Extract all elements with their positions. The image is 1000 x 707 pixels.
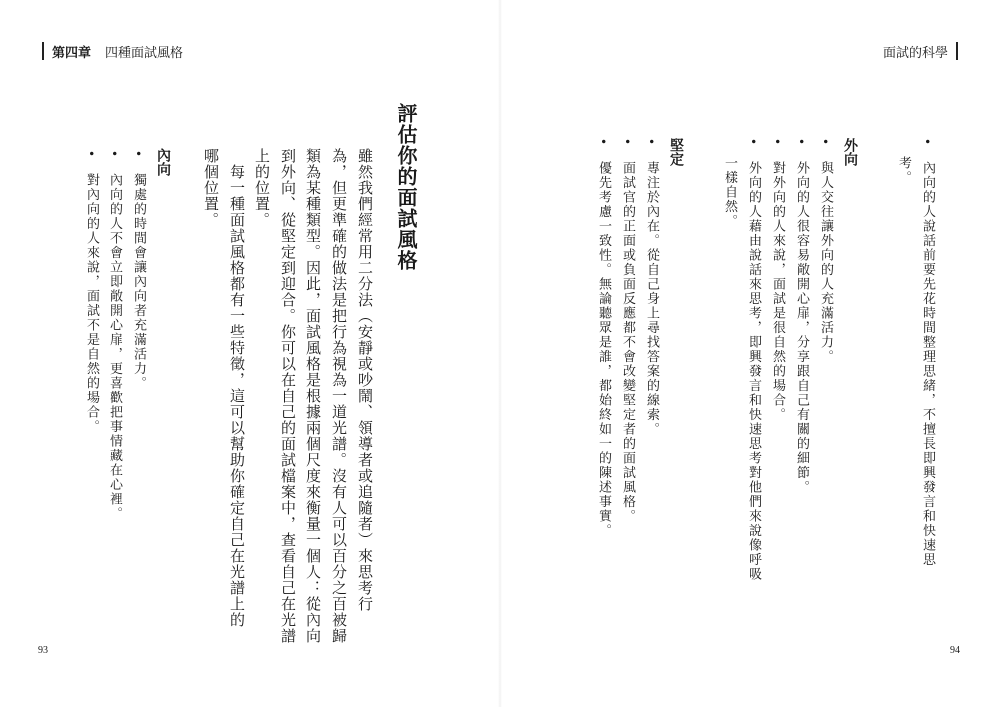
bullet-icon: • bbox=[746, 138, 760, 147]
bullet-icon: • bbox=[794, 138, 808, 147]
paragraph-line: 類為某種類型。因此，面試風格是根據兩個尺度來衡量一個人：從內向 bbox=[304, 148, 322, 644]
bullet-icon: • bbox=[620, 138, 634, 147]
bullet-text: 獨處的時間會讓內向者充滿活力。 bbox=[131, 173, 146, 391]
list-item bbox=[792, 138, 810, 495]
paragraph-line: 到外向、從堅定到迎合。你可以在自己的面試檔案中，查看自己在光譜 bbox=[279, 148, 297, 644]
bullet-text: 面試官的正面或負面反應都不會改變堅定者的面試風格。 bbox=[620, 161, 635, 524]
list-item bbox=[744, 138, 762, 582]
bullet-icon: • bbox=[818, 138, 832, 147]
chapter-title: 四種面試風格 bbox=[105, 45, 184, 61]
section-title: 評估你的面試風格 bbox=[394, 103, 418, 271]
bullet-icon: • bbox=[644, 138, 658, 147]
extrovert-heading: 外向 bbox=[842, 138, 858, 166]
page-number-right: 94 bbox=[950, 645, 960, 656]
list-item bbox=[105, 150, 123, 521]
chapter-number: 第四章 bbox=[52, 45, 92, 61]
bullet-continuation: 考。 bbox=[896, 156, 911, 185]
header-rule bbox=[956, 42, 958, 60]
bullet-text: 與人交往讓外向的人充滿活力。 bbox=[818, 161, 833, 365]
bullet-text: 外向的人藉由說話來思考，即興發言和快速思考對他們來說像呼吸 bbox=[746, 161, 761, 582]
paragraph-line: 為，但更準確的做法是把行為視為一道光譜。沒有人可以百分之百被歸 bbox=[330, 148, 348, 644]
running-header-left bbox=[42, 42, 183, 60]
paragraph-line: 雖然我們經常用二分法（安靜或吵鬧、領導者或追隨者）來思考行 bbox=[356, 148, 374, 612]
introvert-heading: 內向 bbox=[155, 148, 171, 176]
bullet-icon: • bbox=[596, 138, 610, 147]
list-item bbox=[642, 138, 660, 437]
bullet-icon: • bbox=[131, 150, 145, 159]
list-item bbox=[129, 150, 147, 391]
list-item bbox=[816, 138, 834, 364]
bullet-icon: • bbox=[770, 138, 784, 147]
list-item bbox=[82, 150, 100, 434]
book-title: 面試的科學 bbox=[882, 45, 948, 61]
bullet-icon: • bbox=[920, 138, 934, 147]
page-number-left: 93 bbox=[38, 645, 48, 656]
bullet-icon: • bbox=[84, 150, 98, 159]
paragraph-line: 上的位置。 bbox=[253, 148, 271, 228]
bullet-text: 內向的人不會立即敞開心扉，更喜歡把事情藏在心裡。 bbox=[107, 173, 122, 522]
assertive-heading: 堅定 bbox=[668, 138, 684, 166]
bullet-text: 優先考慮一致性。無論聽眾是誰，都始終如一的陳述事實。 bbox=[596, 161, 611, 539]
bullet-text: 外向的人很容易敞開心扉，分享跟自己有關的細節。 bbox=[794, 161, 809, 495]
bullet-text: 專注於內在。從自己身上尋找答案的線索。 bbox=[644, 161, 659, 437]
bullet-continuation: 一樣自然。 bbox=[722, 156, 737, 229]
bullet-text: 對內向的人來說，面試不是自然的場合。 bbox=[84, 173, 99, 435]
header-rule bbox=[42, 42, 44, 60]
paragraph-line: 哪個位置。 bbox=[202, 148, 220, 228]
list-item bbox=[918, 138, 936, 567]
paragraph-line: 每一種面試風格都有一些特徵，這可以幫助你確定自己在光譜上的 bbox=[228, 148, 246, 628]
list-item bbox=[618, 138, 636, 524]
running-header-right bbox=[883, 42, 958, 60]
bullet-icon: • bbox=[107, 150, 121, 159]
list-item bbox=[594, 138, 612, 538]
bullet-text: 對外向的人來說，面試是很自然的場合。 bbox=[770, 161, 785, 423]
list-item bbox=[768, 138, 786, 422]
bullet-text: 內向的人說話前要先花時間整理思緒，不擅長即興發言和快速思 bbox=[920, 161, 935, 568]
right-page bbox=[500, 0, 1000, 707]
